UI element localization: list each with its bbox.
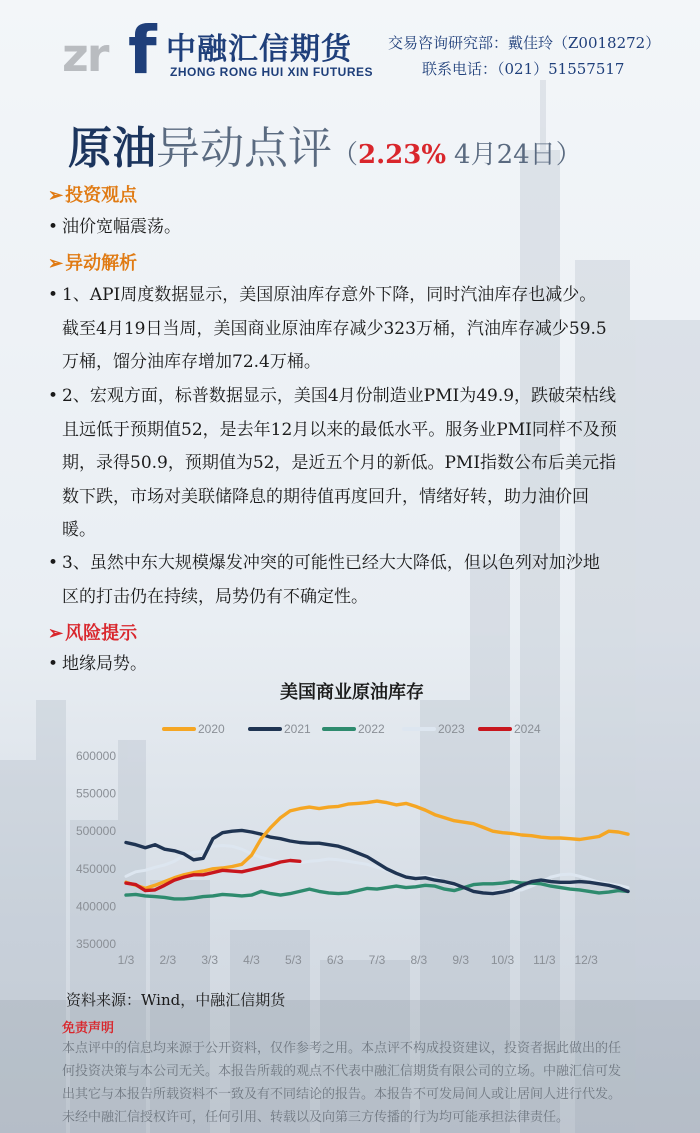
chart-y-axis: [76, 749, 116, 951]
paragraph-line: 且远低于预期值52，是去年12月以来的最低水平。服务业PMI同样不及预: [62, 419, 617, 440]
logo-mark-f: f: [128, 12, 157, 89]
logo-english-name: ZHONG RONG HUI XIN FUTURES: [170, 65, 374, 79]
y-tick-label: 400000: [75, 899, 116, 914]
bullet-icon: •: [48, 553, 59, 573]
bullet-icon: •: [48, 285, 59, 305]
paragraph-line: 2、宏观方面，标普数据显示，美国4月份制造业PMI为49.9，跌破荣枯线: [62, 386, 617, 406]
section-title: 风险提示: [65, 623, 138, 644]
y-tick-label: 350000: [75, 937, 116, 951]
legend-label-2021: 2021: [284, 722, 311, 736]
view-text: 油价宽幅震荡。: [62, 217, 181, 237]
data-source: 资料来源：Wind，中融汇信期货: [66, 991, 286, 1009]
title-paren-close: ）: [555, 140, 582, 170]
title-paren-open: （: [332, 140, 359, 170]
page-title: [68, 112, 582, 176]
section-analysis: [48, 249, 137, 275]
bullet-icon: •: [48, 654, 59, 674]
section-risk: [48, 619, 137, 645]
legend-label-2024: 2024: [514, 722, 541, 736]
y-tick-label: 450000: [75, 861, 116, 876]
paragraph-line: 截至4月19日当周，美国商业原油库存减少323万桶，汽油库存减少59.5: [62, 318, 607, 339]
x-tick-label: 4/3: [243, 953, 260, 967]
section-title: 异动解析: [65, 253, 138, 274]
arrow-icon: ➢: [48, 623, 64, 644]
arrow-icon: ➢: [48, 185, 64, 206]
contact-analyst: 交易咨询研究部：戴佳玲（Z0018272）: [388, 34, 661, 52]
x-tick-label: 7/3: [368, 953, 386, 967]
risk-text: 地缘局势。: [62, 654, 147, 674]
y-tick-label: 550000: [75, 786, 116, 801]
analysis-point-2: [48, 380, 658, 548]
legend-label-2020: 2020: [198, 722, 225, 736]
paragraph-line: 3、虽然中东大规模爆发冲突的可能性已经大大降低，但以色列对加沙地: [62, 553, 600, 573]
logo-mark-zr: zr: [62, 28, 108, 82]
x-tick-label: 11/3: [533, 953, 556, 967]
paragraph-line: 期，录得50.9，预期值为52，是近五个月的新低。PMI指数公布后美元指: [62, 453, 617, 473]
x-tick-label: 10/3: [490, 953, 515, 967]
logo-chinese-name: 中融汇信期货: [166, 32, 352, 67]
x-tick-label: 9/3: [452, 953, 470, 967]
disclaimer-title: 免责声明: [62, 1021, 115, 1036]
x-tick-label: 2/3: [159, 953, 177, 967]
disclaimer-line: 何投资决策与本公司无关。本报告所载的观点不代表中融汇信期货有限公司的立场。中融汇信可发: [62, 1064, 622, 1079]
analysis-point-3: [48, 547, 658, 614]
legend-label-2023: 2023: [438, 722, 465, 736]
crude-inventory-chart: [60, 672, 640, 977]
analysis-point-1: [48, 279, 658, 380]
x-tick-label: 6/3: [326, 953, 344, 967]
x-tick-label: 5/3: [284, 953, 302, 967]
title-subject: 异动点评: [156, 123, 332, 174]
disclaimer-line: 出其它与本报告所载资料不一致及有不同结论的报告。本报告不可发局间人或让居间人进行代发。: [62, 1087, 622, 1102]
series-line-2021: [126, 830, 628, 893]
paragraph-line: 数下跌，市场对美联储降息的期待值再度回升，情绪好转，助力油价回: [62, 486, 589, 507]
title-change: 2.23%: [358, 140, 447, 170]
chart-x-axis: [118, 953, 599, 967]
x-tick-label: 12/3: [574, 953, 598, 967]
arrow-icon: ➢: [48, 253, 64, 274]
title-commodity: 原油: [68, 123, 156, 174]
chart-legend: [164, 722, 541, 736]
series-line-2022: [126, 882, 628, 899]
legend-label-2022: 2022: [358, 722, 385, 736]
disclaimer-line: 未经中融汇信授权许可，任何引用、转载以及向第三方传播的行为均可能承担法律责任。: [62, 1110, 570, 1125]
section-investment-view: [48, 181, 137, 207]
company-logo: [62, 12, 374, 89]
disclaimer-line: 本点评中的信息均来源于公开资料，仅作参考之用。本点评不构成投资建议，投资者据此做出的任: [62, 1041, 622, 1056]
contact-info: [388, 30, 688, 82]
bullet-icon: •: [48, 217, 59, 237]
y-tick-label: 500000: [75, 824, 116, 839]
x-tick-label: 1/3: [117, 953, 135, 967]
bullet-icon: •: [48, 386, 59, 406]
paragraph-line: 1、API周度数据显示，美国原油库存意外下降，同时汽油库存也减少。: [62, 285, 597, 305]
x-tick-label: 3/3: [201, 953, 219, 967]
contact-phone: 联系电话：（021）51557517: [422, 60, 625, 78]
chart-series-lines: [126, 801, 628, 899]
chart-title: 美国商业原油库存: [280, 682, 424, 703]
view-bullet: [48, 211, 658, 245]
y-tick-label: 600000: [75, 749, 116, 763]
disclaimer-text: [62, 1037, 640, 1129]
x-tick-label: 8/3: [410, 953, 428, 967]
section-title: 投资观点: [65, 185, 138, 206]
title-date: 4月24日: [454, 140, 556, 170]
paragraph-line: 区的打击仍在持续，局势仍有不确定性。: [62, 586, 368, 607]
paragraph-line: 万桶，馏分油库存增加72.4万桶。: [62, 352, 321, 372]
paragraph-line: 暖。: [62, 520, 96, 540]
